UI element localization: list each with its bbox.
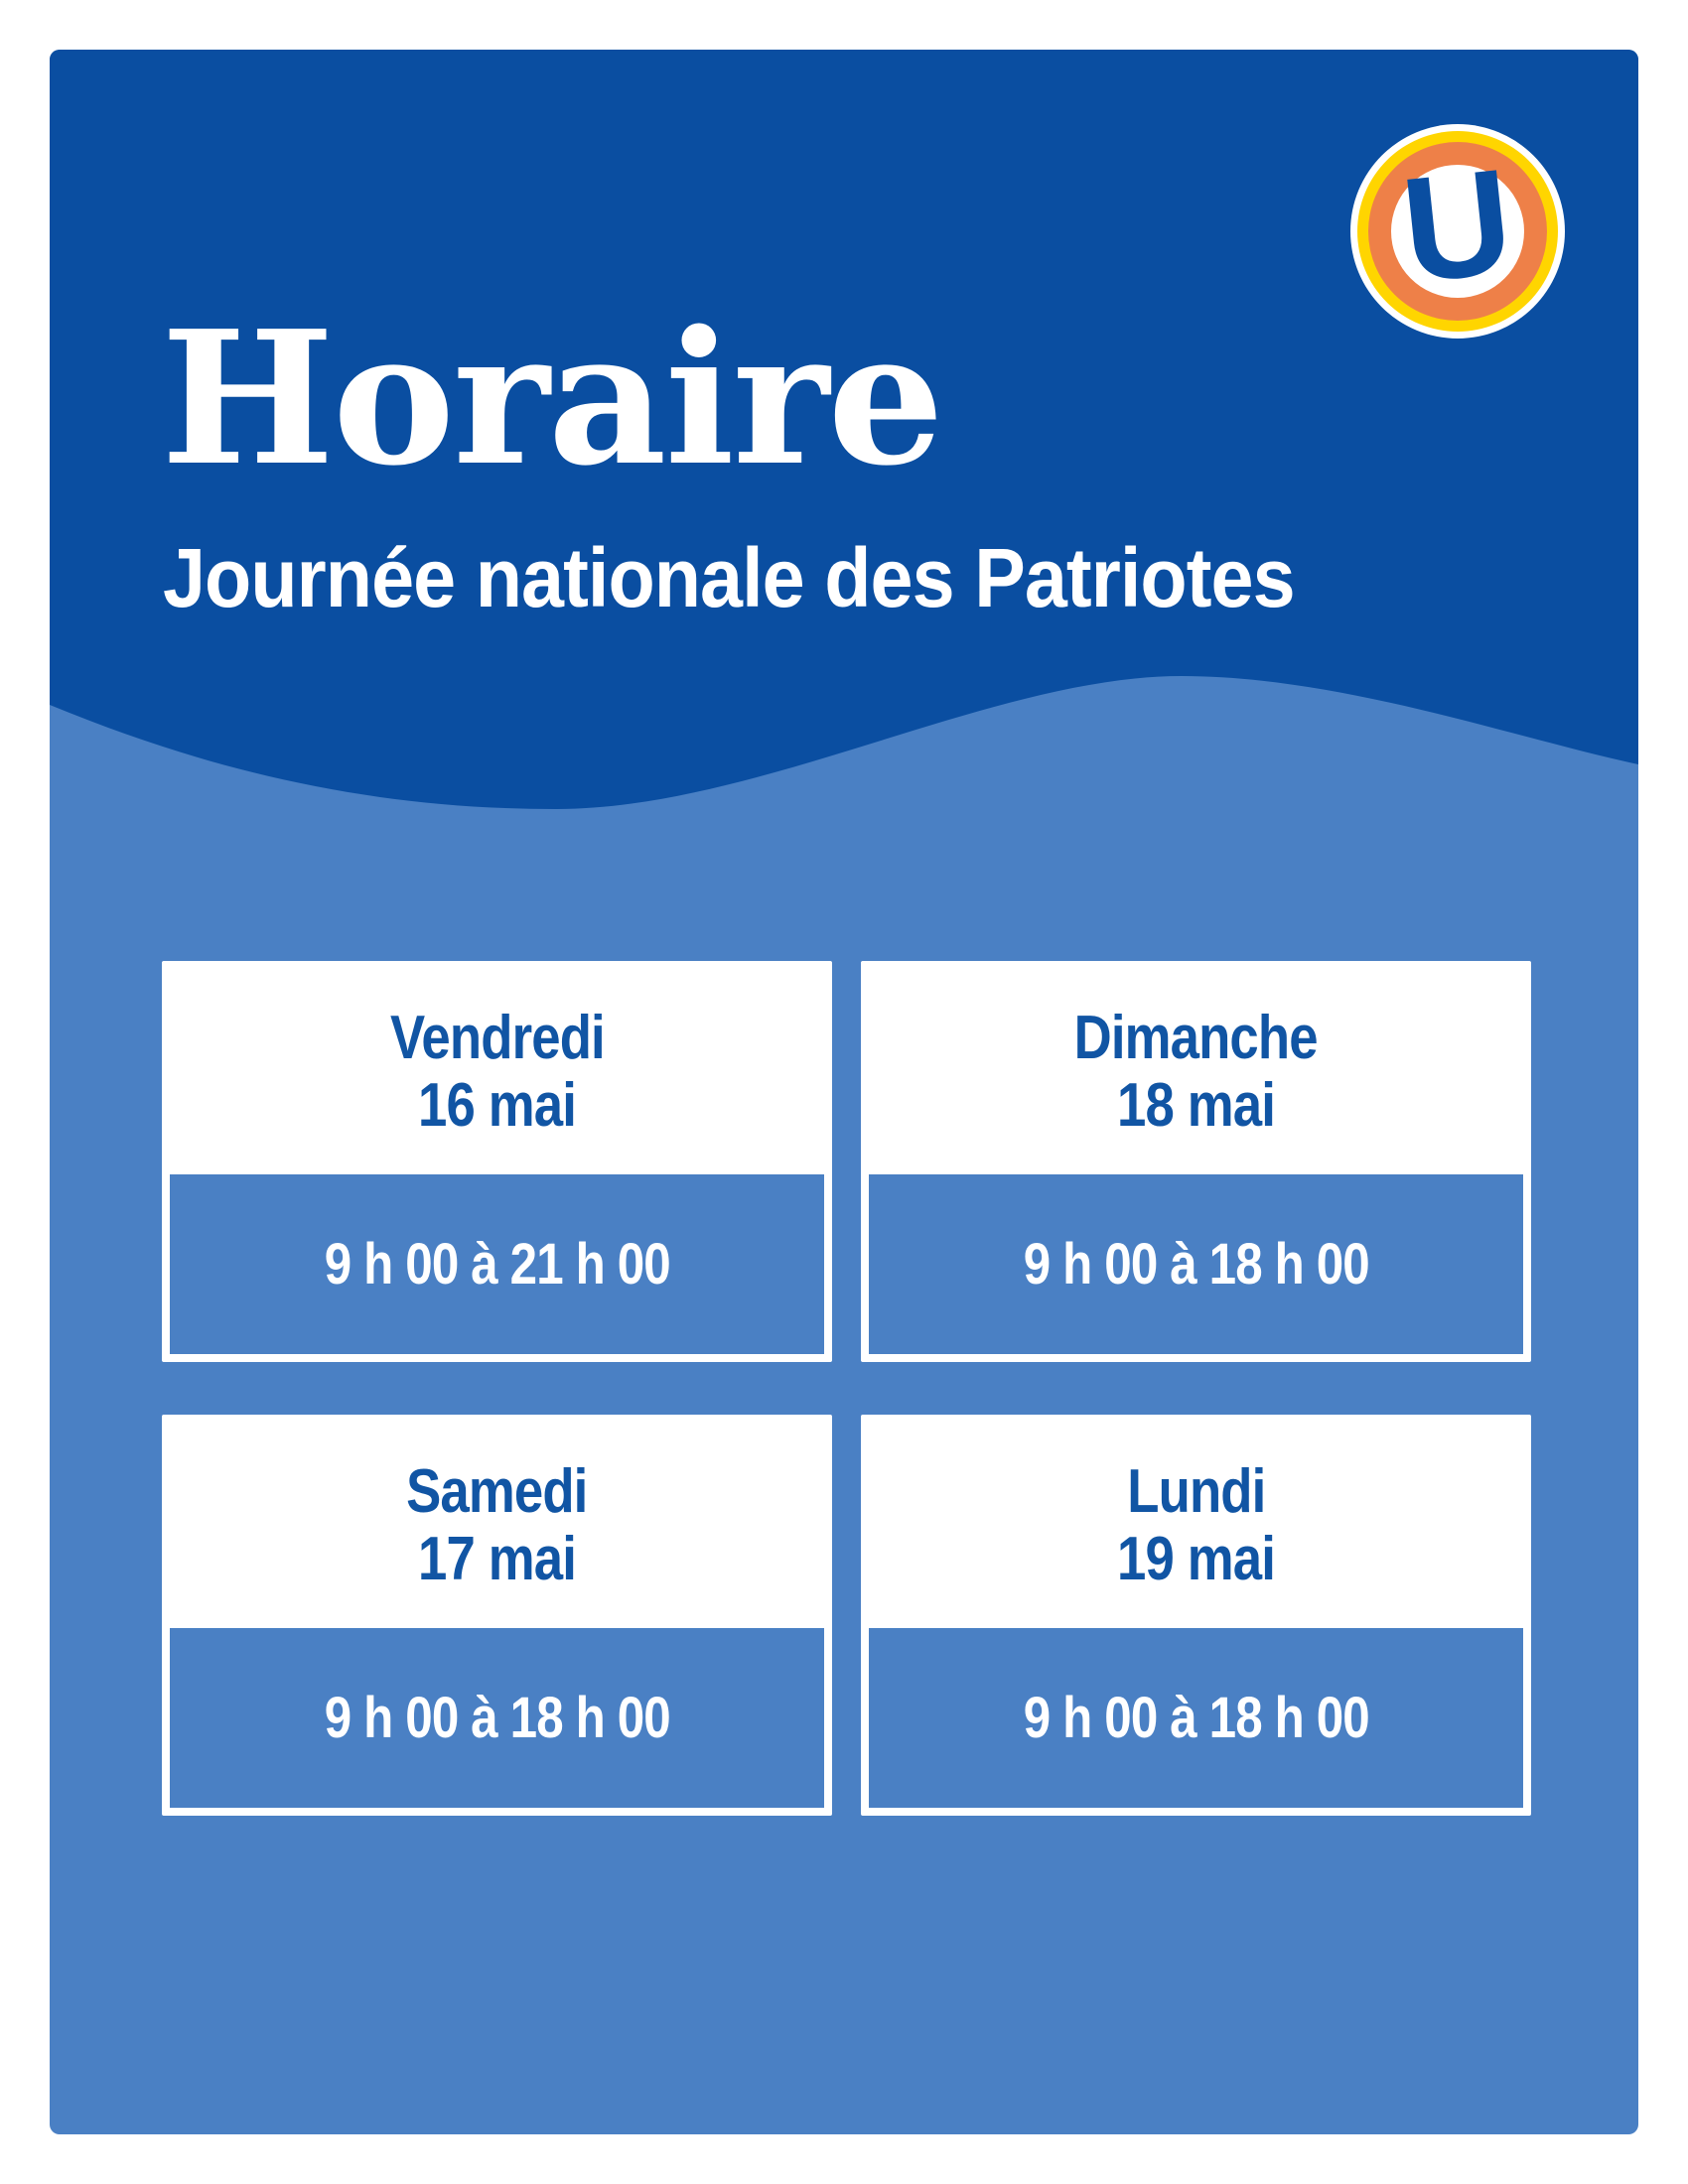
card-day-label: Samedi <box>406 1456 588 1526</box>
card-hours-label: 9 h 00 à 18 h 00 <box>324 1685 670 1750</box>
card-day-section <box>170 1423 824 1628</box>
card-day-label: Lundi <box>1126 1456 1266 1526</box>
card-date-label: 16 mai <box>418 1070 576 1140</box>
schedule-card-samedi <box>162 1415 832 1816</box>
card-day-section <box>869 1423 1523 1628</box>
card-date-label: 18 mai <box>1117 1070 1275 1140</box>
card-day-label: Dimanche <box>1073 1003 1319 1072</box>
card-day-label: Vendredi <box>389 1003 605 1072</box>
schedule-card-vendredi <box>162 961 832 1362</box>
card-hours-label: 9 h 00 à 18 h 00 <box>1023 1685 1369 1750</box>
poster-title: Horaire <box>161 290 942 506</box>
schedule-card-lundi <box>861 1415 1531 1816</box>
card-hours-panel <box>170 1628 824 1808</box>
brand-logo <box>1350 124 1565 339</box>
card-date-label: 19 mai <box>1117 1524 1275 1593</box>
card-hours-label: 9 h 00 à 21 h 00 <box>324 1231 670 1297</box>
schedule-card-dimanche <box>861 961 1531 1362</box>
card-hours-panel <box>869 1628 1523 1808</box>
card-day-section <box>869 969 1523 1174</box>
poster-subtitle: Journée nationale des Patriotes <box>163 531 1295 624</box>
card-hours-panel <box>170 1174 824 1354</box>
card-hours-label: 9 h 00 à 18 h 00 <box>1023 1231 1369 1297</box>
logo-yellow-ring <box>1357 131 1558 332</box>
poster-panel <box>50 50 1638 2134</box>
card-hours-panel <box>869 1174 1523 1354</box>
logo-inner-circle <box>1391 136 1524 315</box>
logo-letter-u: U <box>1394 136 1520 315</box>
schedule-cards <box>162 961 1531 1816</box>
card-date-label: 17 mai <box>418 1524 576 1593</box>
card-day-section <box>170 969 824 1174</box>
logo-orange-ring <box>1368 136 1547 321</box>
